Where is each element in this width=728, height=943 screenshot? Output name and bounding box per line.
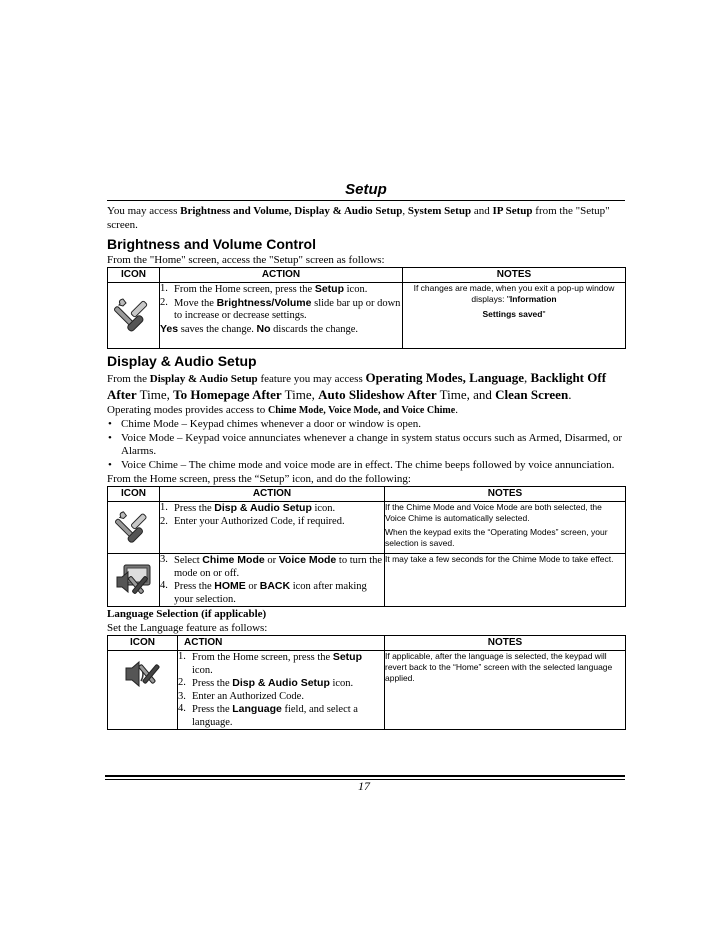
lead-text: feature you may access (257, 373, 366, 385)
bullet-voice-mode: • Voice Mode – Keypad voice annunciates whenever a change in system status occurs such as Armed, Disarmed, or Alarms. (107, 432, 625, 459)
step-number: 3. (160, 554, 168, 565)
language-notes-cell: If applicable, after the language is selected, the keypad will revert back to the “Home” screen with the selected language applied. (385, 651, 626, 730)
language-header-action: ACTION (178, 636, 385, 651)
intro-text-2: , (402, 205, 408, 217)
step-number: 2. (160, 296, 168, 308)
language-action-cell (178, 651, 385, 730)
language-step-3 (178, 691, 384, 704)
intro-text-4: from the "Setup" screen. (107, 205, 610, 231)
lead-text: From the (107, 373, 150, 385)
intro-text-1: You may access (107, 205, 181, 217)
brightness-step-2 (160, 297, 402, 323)
brightness-icon-cell (108, 283, 160, 349)
lead-bold: Operating Modes, Language (365, 370, 525, 385)
footer-rule (105, 775, 625, 777)
display-audio-setup-icon (114, 561, 154, 599)
page-title: Setup (345, 181, 387, 198)
language-step-2 (178, 677, 384, 691)
step-text: icon after making your selection. (174, 581, 367, 605)
step-bold: Yes (160, 322, 179, 335)
note-text: When the keypad exits the “Operating Modes” screen, your selection is saved. (385, 527, 608, 548)
brightness-step-1 (160, 283, 402, 297)
step-bold: Brightness/Volume (216, 296, 312, 309)
display-row1-action-cell (160, 502, 385, 554)
intro-bold-1: Brightness and Volume, Display & Audio Setup (180, 205, 403, 217)
step-number: 1. (178, 651, 186, 662)
brightness-header-notes: NOTES (403, 268, 626, 283)
step-text: or (264, 555, 279, 566)
brightness-notes-cell (403, 283, 626, 349)
language-header-notes: NOTES (385, 636, 626, 651)
lead-bold: Display & Audio Setup (149, 373, 258, 385)
lead-bold: To Homepage After (173, 387, 282, 402)
setup-tools-icon (115, 509, 153, 547)
step-bold: Setup (314, 283, 345, 295)
step-number: 2. (178, 677, 186, 688)
modes-bullet-list (107, 418, 625, 472)
display-lead (107, 370, 625, 403)
step-text: saves the change. (178, 323, 257, 335)
display-row1-notes-cell (385, 502, 626, 554)
step-text: slide bar up or down to increase or decrease settings. (174, 297, 401, 321)
display-header-action: ACTION (160, 487, 385, 502)
step-number: 3. (178, 690, 186, 702)
step-bold: HOME (214, 580, 246, 592)
step-bold: Language (232, 703, 282, 715)
language-lead: Set the Language feature as follows: (107, 622, 268, 634)
step-bold: No (256, 322, 271, 335)
step-text: to turn the mode on or off. (174, 555, 383, 579)
language-step-1 (178, 651, 384, 677)
page-number: 17 (358, 779, 370, 793)
step-bold: Disp & Audio Setup (214, 502, 312, 514)
modes-text: Operating modes provides access to (107, 404, 268, 416)
note-text: If the Chime Mode and Voice Mode are both selected, the Voice Chime is automatically selected. (385, 502, 602, 523)
display-table-lead: From the Home screen, press the “Setup” icon, and do the following: (107, 473, 411, 485)
lead-bold: Backlight Off After (107, 370, 607, 402)
step-text: Enter your Authorized Code, if required. (174, 515, 345, 527)
intro-text-3: and (471, 205, 493, 217)
lead-bold: Clean Screen (495, 387, 569, 402)
brightness-step-3 (160, 323, 402, 337)
step-text: Press the (192, 678, 233, 689)
step-text: From the Home screen, press the (192, 652, 333, 663)
display-table (107, 486, 626, 607)
language-header-icon: ICON (108, 636, 178, 651)
lead-bold: Auto Slideshow After (318, 387, 437, 402)
language-icon-cell (108, 651, 178, 730)
step-bold: BACK (259, 580, 291, 592)
language-table (107, 635, 626, 730)
step-text: field, and select a language. (192, 704, 358, 728)
title-rule (107, 200, 625, 201)
step-bold: Chime Mode (202, 554, 265, 566)
note-text: " (542, 309, 546, 319)
note-text: If changes are made, when you exit a pop-up window displays: " (413, 283, 615, 304)
document-page (107, 180, 625, 730)
lead-text: Time, (281, 387, 319, 402)
step-number: 4. (178, 703, 186, 714)
step-text: or (245, 581, 260, 592)
display-step-4 (160, 580, 384, 606)
display-row1-icon-cell (108, 502, 160, 554)
step-text: Move the (174, 297, 217, 309)
step-number: 1. (160, 502, 168, 513)
brightness-table (107, 267, 626, 349)
step-text: Press the (174, 581, 215, 592)
step-text: icon. (329, 678, 354, 689)
step-text: Press the (174, 503, 215, 514)
step-text: From the Home screen, press the (174, 284, 315, 295)
modes-bold: Chime Mode, Voice Mode, and Voice Chime (267, 405, 456, 416)
brightness-header-icon: ICON (108, 268, 160, 283)
display-header-icon: ICON (108, 487, 160, 502)
display-heading: Display & Audio Setup (107, 353, 257, 369)
step-bold: Voice Mode (278, 554, 337, 566)
display-row2-icon-cell (108, 554, 160, 607)
brightness-header-action: ACTION (160, 268, 403, 283)
bullet-voice-chime: • Voice Chime – The chime mode and voice mode are in effect. The chime beeps followed by voice annunciation. (107, 459, 625, 473)
step-bold: Disp & Audio Setup (232, 677, 330, 689)
step-text: Enter an Authorized Code. (192, 690, 304, 702)
step-text: icon. (344, 284, 368, 295)
brightness-lead: From the "Home" screen, access the "Setup" screen as follows: (107, 254, 385, 266)
intro-bold-2: System Setup (407, 205, 472, 217)
speaker-tools-icon (123, 657, 163, 691)
brightness-heading: Brightness and Volume Control (107, 236, 316, 252)
lead-text: Time, and (436, 387, 496, 402)
lead-text: Time, (136, 387, 174, 402)
brightness-action-cell (160, 283, 403, 349)
step-number: 2. (160, 515, 168, 527)
display-step-2 (160, 516, 384, 529)
display-step-3 (160, 554, 384, 580)
language-step-4 (178, 703, 384, 729)
display-row2-notes-cell: It may take a few seconds for the Chime Mode to take effect. (385, 554, 626, 607)
note-bold: Settings saved (482, 309, 543, 319)
step-number: 1. (160, 283, 168, 294)
lead-text: . (568, 387, 572, 402)
step-number: 4. (160, 580, 168, 591)
bullet-chime-mode: • Chime Mode – Keypad chimes whenever a door or window is open. (107, 418, 625, 432)
setup-tools-icon (114, 296, 154, 336)
step-text: icon. (311, 503, 336, 514)
note-bold: Information (509, 294, 557, 304)
language-heading: Language Selection (if applicable) (107, 608, 267, 620)
display-row2-action-cell (160, 554, 385, 607)
intro-paragraph (107, 204, 625, 232)
modes-text: . (455, 404, 458, 416)
intro-bold-3: IP Setup (492, 205, 533, 217)
display-step-1 (160, 502, 384, 516)
step-bold: Setup (332, 651, 363, 663)
step-text: discards the change. (270, 323, 359, 335)
step-text: icon. (192, 664, 213, 676)
lead-text: , (524, 370, 531, 385)
modes-intro (107, 403, 625, 418)
step-text: Select (174, 555, 203, 566)
step-text: Press the (192, 704, 233, 715)
display-header-notes: NOTES (385, 487, 626, 502)
